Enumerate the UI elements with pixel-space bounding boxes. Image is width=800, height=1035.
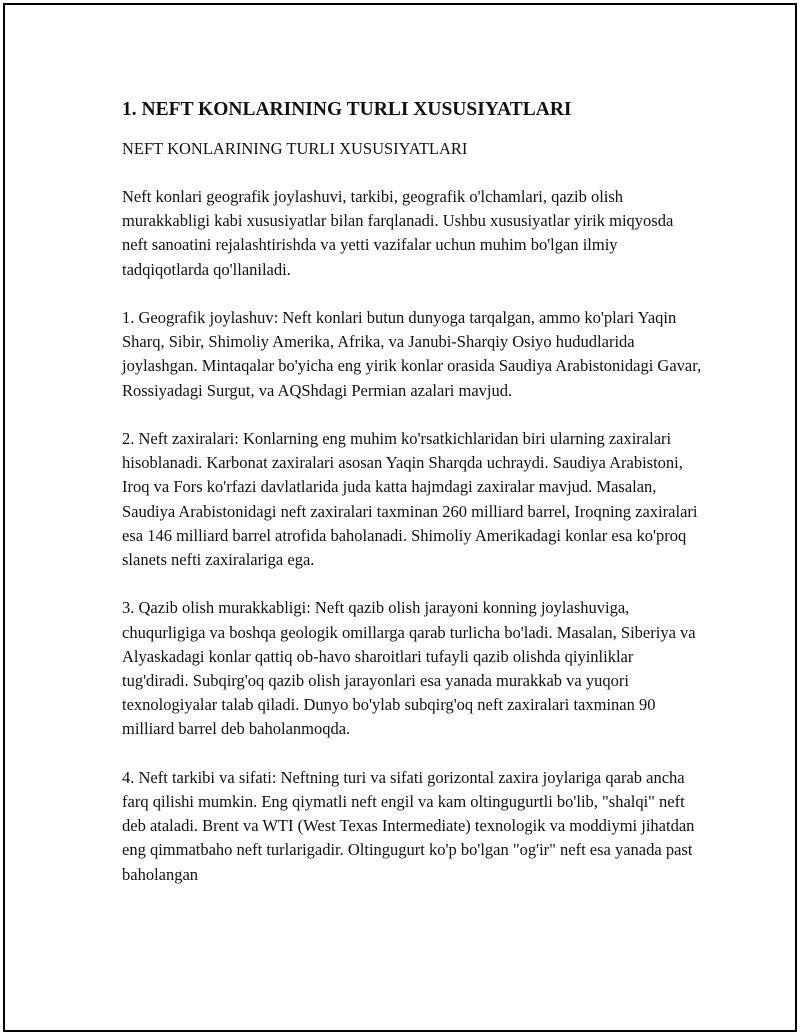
paragraph-intro: Neft konlari geografik joylashuvi, tarkibi, geografik o'lchamlari, qazib olish murakkabligi kabi xususiyatlar bilan farqlanadi. Ushbu xususiyatlar yirik miqyosda neft sanoatini rejalashtirishda va yetti vazifalar uchun muhim bo'lgan ilmiy tadqiqotlarda qo'llaniladi. <box>122 187 674 279</box>
paragraph-geographic-location: 1. Geografik joylashuv: Neft konlari butun dunyoga tarqalgan, ammo ko'plari Yaqin Sharq, Sibir, Shimoliy Amerika, Afrika, va Janubi-Sharqiy Osiyo hududlarida joylashgan. Mintaqalar bo'yicha eng yirik konlar orasida Saudiya Arabistonidagi Gavar, Rossiyadagi Surgut, va AQShdagi Permian azalari mavjud. <box>122 308 702 400</box>
document-subtitle: NEFT KONLARINING TURLI XUSUSIYATLARI <box>122 139 468 158</box>
paragraph-oil-reserves: 2. Neft zaxiralari: Konlarning eng muhim ko'rsatkichlaridan biri ularning zaxiralari hisoblanadi. Karbonat zaxiralari asosan Yaqin Sharqda uchraydi. Saudiya Arabistoni, Iroq va Fors ko'rfazi davlatlarida juda katta hajmdagi zaxiralar mavjud. Masalan, Saudiya Arabistonidagi neft zaxiralari taxminan 260 milliard barrel, Iroqning zaxiralari esa 146 milliard barrel atrofida baholanadi. Shimoliy Amerikadagi konlar esa ko'proq slanets nefti zaxiralariga ega. <box>122 429 698 570</box>
document-page <box>3 3 797 1032</box>
paragraph-extraction-complexity: 3. Qazib olish murakkabligi: Neft qazib olish jarayoni konning joylashuviga, chuqurligiga va boshqa geologik omillarga qarab turlicha bo'ladi. Masalan, Siberiya va Alyaskadagi konlar qattiq ob-havo sharoitlari tufayli qazib olishda qiyinliklar tug'diradi. Subqirg'oq qazib olish jarayonlari esa yanada murakkab va yuqori texnologiyalar talab qiladi. Dunyo bo'ylab subqirg'oq neft zaxiralari taxminan 90 milliard barrel deb baholanmoqda. <box>122 598 696 739</box>
document-title: 1. NEFT KONLARINING TURLI XUSUSIYATLARI <box>122 99 572 120</box>
paragraph-oil-composition: 4. Neft tarkibi va sifati: Neftning turi va sifati gorizontal zaxira joylariga qarab ancha farq qilishi mumkin. Eng qiymatli neft engil va kam oltingugurtli bo'lib, "shalqi" neft deb ataladi. Brent va WTI (West Texas Intermediate) texnologik va moddiymi jihatdan eng qimmatbaho neft turlarigadir. Oltingugurt ko'p bo'lgan "og'ir" neft esa yanada past baholangan <box>122 767 695 884</box>
document-body <box>122 97 702 887</box>
